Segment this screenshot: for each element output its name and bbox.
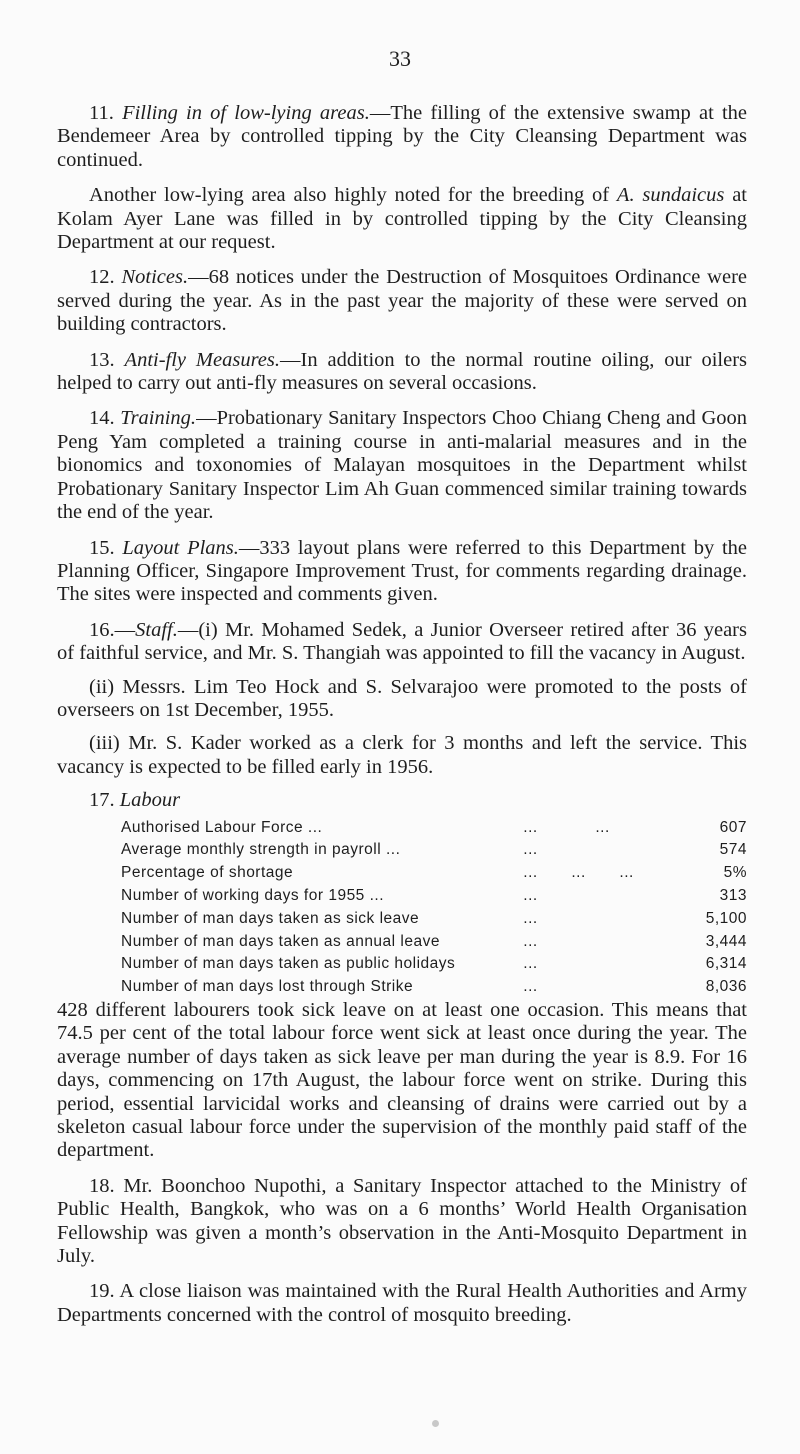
section-17-heading	[57, 789, 747, 812]
section-number: 19.	[89, 1280, 115, 1303]
table-row	[121, 839, 747, 862]
section-11-paragraph-2	[57, 184, 747, 254]
row-label: Number of man days lost through Strike	[121, 978, 414, 996]
section-title: Notices.	[121, 266, 189, 289]
page-number: 33	[389, 46, 411, 71]
row-leader: ...	[523, 978, 538, 996]
section-title: Labour	[119, 789, 181, 812]
row-value: 574	[719, 841, 747, 859]
row-label: Number of man days taken as annual leave	[121, 932, 440, 950]
section-number: 18.	[89, 1174, 115, 1197]
row-leader: ...	[523, 932, 538, 950]
section-12	[57, 266, 747, 336]
section-number: 14.	[89, 407, 115, 430]
row-label: Percentage of shortage	[121, 864, 294, 882]
row-value: 313	[719, 886, 747, 904]
row-value: 6,314	[705, 955, 747, 973]
document-body	[57, 102, 747, 1339]
paragraph-text: Another low-lying area also highly noted for the breeding of	[89, 184, 617, 207]
section-title: Anti-fly Measures.	[124, 348, 281, 371]
section-number: 15.	[89, 536, 115, 559]
section-11	[57, 102, 747, 172]
section-15	[57, 537, 747, 607]
row-value: 607	[719, 818, 747, 836]
section-title: Layout Plans.	[122, 536, 239, 559]
table-row	[121, 862, 747, 885]
table-row	[121, 908, 747, 931]
paragraph-text: at Kolam Ayer Lane was filled in by controlled tipping by the City Cleansing Department at our request.	[57, 184, 748, 254]
section-text: —Probationary Sanitary Inspectors Choo Chiang Cheng and Goon Peng Yam completed a training course in anti-malarial measures and in the bionomics and toxonomies of Malayan mosquitoes in the Department whilst Probationary Sanitary Inspector Lim Ah Guan commenced similar training towards the end of the year.	[57, 407, 748, 524]
section-text: —333 layout plans were referred to this Department by the Planning Officer, Singapore Improvement Trust, for comments regarding drainage. The sites were inspected and comments given.	[57, 536, 748, 606]
row-leader: ...	[523, 909, 538, 927]
section-text: —The filling of the extensive swamp at the Bendemeer Area by controlled tipping by the City Cleansing Department was continued.	[57, 102, 747, 171]
section-text: A close liaison was maintained with the Rural Health Authorities and Army Departments concerned with the control of mosquito breeding.	[57, 1280, 748, 1326]
table-row	[121, 931, 747, 954]
scan-mark	[432, 1420, 439, 1427]
table-row	[121, 976, 747, 999]
labour-table	[121, 817, 747, 999]
row-label: Number of working days for 1955 ...	[121, 886, 385, 904]
section-16-ii: (ii) Messrs. Lim Teo Hock and S. Selvarajoo were promoted to the posts of overseers on 1st December, 1955.	[57, 675, 747, 721]
table-row	[121, 817, 747, 840]
row-label: Average monthly strength in payroll ...	[121, 841, 401, 859]
section-16	[57, 619, 747, 666]
species-name: A. sundaicus	[616, 184, 725, 207]
section-16-iii: (iii) Mr. S. Kader worked as a clerk for 3 months and left the service. This vacancy is expected to be filled early in 1956.	[57, 732, 747, 778]
section-text: —In addition to the normal routine oiling, our oilers helped to carry out anti-fly measures on several occasions.	[57, 348, 748, 395]
section-title: Training.	[120, 407, 197, 430]
section-number: 16.—	[89, 618, 136, 641]
table-row	[121, 953, 747, 976]
section-text: Mr. Boonchoo Nupothi, a Sanitary Inspector attached to the Ministry of Public Health, Bangkok, who was on a 6 months’ World Health Organisation Fellowship was given a month’s observation in the Anti-Mosquito Department in July.	[57, 1174, 747, 1267]
section-19	[57, 1280, 747, 1327]
section-text: —68 notices under the Destruction of Mosquitoes Ordinance were served during the year. As in the past year the majority of these were served on building contractors.	[57, 266, 748, 336]
section-title: Filling in of low-lying areas.	[122, 102, 370, 124]
section-number: 17.	[89, 789, 115, 812]
section-13	[57, 349, 747, 396]
row-leader: ... ...	[523, 818, 610, 836]
section-17-text: 428 different labourers took sick leave on at least one occasion. This means that 74.5 per cent of the total labour force went sick at least once during the year. The average number of days taken as sick leave per man during the year is 8.9. For 16 days, commencing on 17th August, the labour force went on strike. During this period, essential larvicidal works and cleansing of drains were carried out by a skeleton casual labour force under the supervision of the monthly paid staff of the department.	[57, 998, 747, 1162]
row-value: 8,036	[705, 978, 747, 996]
row-leader: ...	[523, 841, 538, 859]
section-number: 12.	[89, 266, 115, 289]
row-label: Number of man days taken as public holidays	[121, 955, 456, 973]
row-leader: ...	[523, 955, 538, 973]
section-number: 11.	[89, 102, 114, 124]
section-text: —(i) Mr. Mohamed Sedek, a Junior Overseer retired after 36 years of faithful service, and Mr. S. Thangiah was appointed to fill the vacancy in August.	[57, 618, 747, 665]
row-value: 3,444	[705, 932, 747, 950]
row-leader: ...	[523, 886, 538, 904]
table-row	[121, 885, 747, 908]
row-value: 5%	[723, 864, 747, 882]
section-title: Staff.	[135, 618, 178, 641]
row-label: Authorised Labour Force ...	[121, 818, 323, 836]
section-18	[57, 1175, 747, 1269]
row-leader: ... ... ...	[523, 864, 634, 882]
section-14	[57, 407, 747, 524]
row-value: 5,100	[705, 909, 747, 927]
section-number: 13.	[89, 348, 115, 371]
row-label: Number of man days taken as sick leave	[121, 909, 420, 927]
